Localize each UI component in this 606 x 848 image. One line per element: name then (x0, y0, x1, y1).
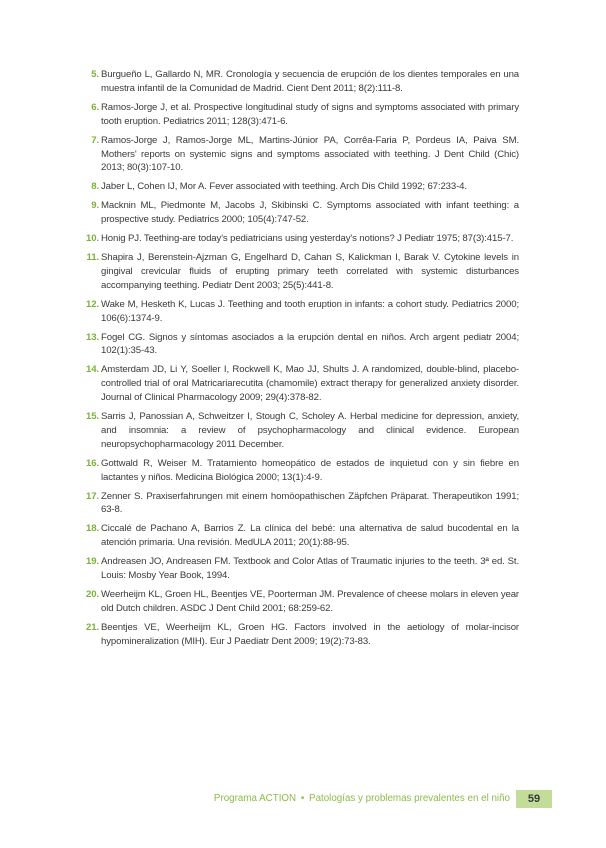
reference-number: 18. (86, 523, 99, 535)
footer-program-name: Programa ACTION (213, 793, 297, 804)
reference-item (87, 621, 519, 649)
reference-text: Zenner S. Praxiserfahrungen mit einem homöopathischen Zäpfchen Präparat. Therapeutikon 1991; 63-8. (101, 490, 519, 516)
reference-text: Shapira J, Berenstein-Ajzman G, Engelhard D, Cahan S, Kalickman I, Barak V. Cytokine levels in gingival crevicular fluids of erupting primary teeth correlated with systemic disturbances accompanying teething. Pediatr Dent 2003; 25(5):441-8. (101, 251, 519, 291)
reference-text: Wake M, Hesketh K, Lucas J. Teething and tooth eruption in infants: a cohort study. Pediatrics 2000; 106(6):1374-9. (101, 298, 519, 324)
reference-text: Honig PJ. Teething-are today's pediatricians using yesterday's notions? J Pediatr 1975; 87(3):415-7. (101, 233, 514, 245)
reference-number: 14. (86, 364, 99, 376)
reference-item (87, 490, 519, 518)
reference-number: 7. (91, 134, 99, 146)
reference-item (87, 555, 519, 583)
reference-number: 21. (86, 621, 99, 633)
reference-item (87, 199, 519, 227)
reference-text: Ramos-Jorge J, Ramos-Jorge ML, Martins-Júnior PA, Corrêa-Faria P, Pordeus IA, Paiva SM. Mothers' reports on systemic signs and symptoms associated with teething. J Dent Child (Chic) 2013; 80(3):107-10. (101, 134, 519, 174)
page-number: 59 (516, 790, 552, 808)
reference-item (87, 101, 519, 129)
reference-item (87, 134, 519, 176)
reference-number: 6. (91, 101, 99, 113)
reference-number: 8. (91, 181, 99, 193)
reference-text: Weerheijm KL, Groen HL, Beentjes VE, Poorterman JM. Prevalence of cheese molars in eleven year old Dutch children. ASDC J Dent Child 2001; 68:259-62. (101, 589, 519, 614)
reference-number: 17. (86, 490, 99, 502)
footer-separator: • (300, 793, 305, 804)
reference-number: 5. (91, 69, 99, 80)
reference-text: Ciccalé de Pachano A, Barrios Z. La clínica del bebé: una alternativa de salud bucodental en la atención primaria. Una revisión. MedULA 2011; 20(1):88-95. (101, 523, 519, 549)
reference-text: Ramos-Jorge J, et al. Prospective longitudinal study of signs and symptoms associated with primary tooth eruption. Pediatrics 2011; 128(3):471-6. (101, 101, 519, 127)
reference-number: 10. (86, 233, 99, 245)
reference-item (87, 298, 519, 326)
reference-text: Beentjes VE, Weerheijm KL, Groen HG. Factors involved in the aetiology of molar-incisor hypomineralization (MIH). Eur J Paediatr Dent 2009; 19(2):73-83. (101, 621, 519, 647)
reference-text: Amsterdam JD, Li Y, Soeller I, Rockwell K, Mao JJ, Shults J. A randomized, double-blind, placebo-controlled trial of oral Matricariarecutita (chamomile) extract therapy for generalized anxiety disorder. Journal of Clinical Pharmacology 2009; 29(4):378-82. (101, 364, 519, 404)
reference-text: Fogel CG. Signos y síntomas asociados a la erupción dental en niños. Arch argent pediatr 2004; 102(1):35-43. (101, 331, 519, 357)
reference-number: 12. (86, 298, 99, 310)
reference-number: 15. (86, 411, 99, 423)
reference-number: 20. (86, 589, 99, 600)
reference-item (87, 363, 519, 405)
reference-text: Sarris J, Panossian A, Schweitzer I, Stough C, Scholey A. Herbal medicine for depression, anxiety, and insomnia: a review of psychopharmacology and clinical evidence. European neuropsychopharmacology 2011 December. (101, 411, 519, 450)
reference-item (87, 251, 519, 293)
reference-number: 11. (86, 251, 99, 263)
footer-subtitle: Patologías y problemas prevalentes en el niño (309, 793, 510, 804)
page-footer (0, 790, 606, 808)
reference-text: Gottwald R, Weiser M. Tratamiento homeopático de estados de inquietud con y sin fiebre en lactantes y niños. Medicina Biológica 2000; 13(1):4-9. (101, 457, 519, 483)
reference-item (87, 68, 519, 96)
reference-text: Burgueño L, Gallardo N, MR. Cronología y secuencia de erupción de los dientes temporales en una muestra infantil de la Comunidad de Madrid. Cient Dent 2011; 8(2):111-8. (101, 69, 519, 94)
reference-number: 9. (91, 200, 99, 212)
reference-text: Andreasen JO, Andreasen FM. Textbook and Color Atlas of Traumatic injuries to the teeth. 3ª ed. St. Louis: Mosby Year Book, 1994. (101, 556, 519, 582)
reference-item (87, 457, 519, 485)
reference-item (87, 588, 519, 616)
reference-text: Macknin ML, Piedmonte M, Jacobs J, Skibinski C. Symptoms associated with infant teething: a prospective study. Pediatrics 2000; 105(4):747-52. (101, 200, 519, 226)
reference-text: Jaber L, Cohen IJ, Mor A. Fever associated with teething. Arch Dis Child 1992; 67:233-4. (101, 181, 467, 193)
reference-item (87, 331, 519, 359)
reference-list (87, 68, 519, 654)
reference-item (87, 410, 519, 452)
reference-item (87, 232, 519, 246)
reference-number: 19. (86, 556, 99, 568)
reference-item (87, 180, 519, 194)
reference-number: 13. (86, 331, 99, 343)
reference-number: 16. (86, 457, 99, 469)
footer-running-title (214, 792, 510, 806)
reference-item (87, 522, 519, 550)
